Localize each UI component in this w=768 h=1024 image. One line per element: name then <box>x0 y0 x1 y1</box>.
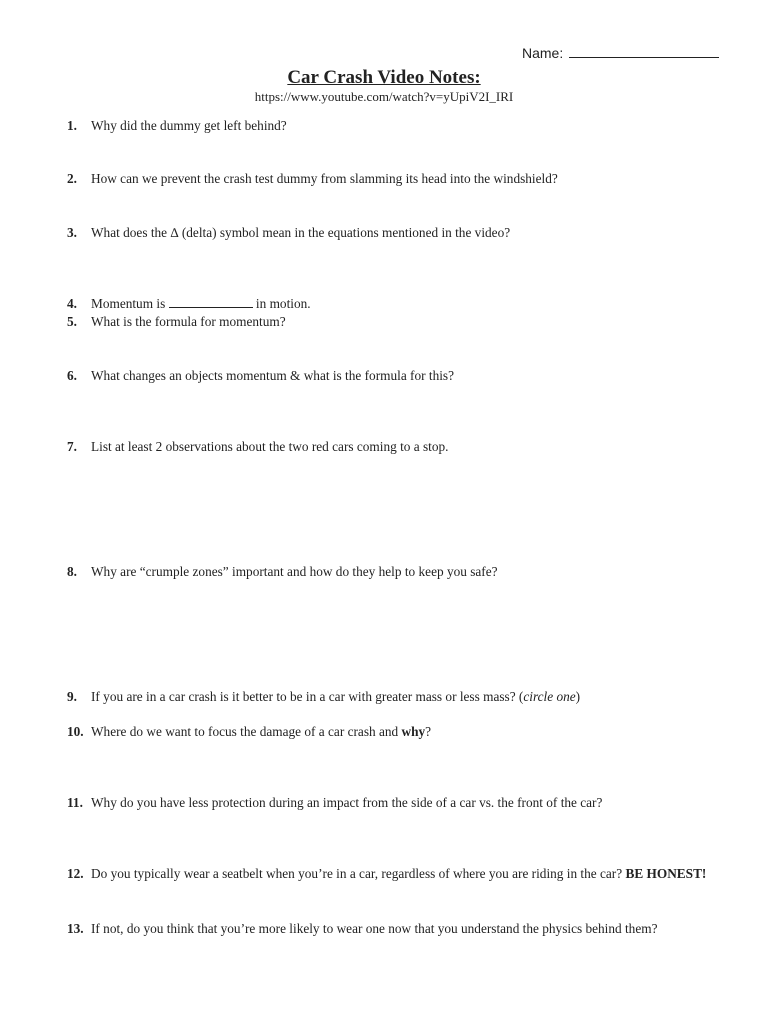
question-number: 3. <box>67 225 77 240</box>
question-text: How can we prevent the crash test dummy from slamming its head into the windshield? <box>91 171 558 186</box>
question-number: 5. <box>67 314 77 329</box>
question-text: If you are in a car crash is it better to be in a car with greater mass or less mass? ( <box>91 689 524 704</box>
video-url[interactable]: https://www.youtube.com/watch?v=yUpiV2I_IRI <box>254 89 514 104</box>
question-text: Why are “crumple zones” important and how do they help to keep you safe? <box>91 564 498 579</box>
question-text: Where do we want to focus the damage of a car crash and <box>91 724 402 739</box>
question-text: Why did the dummy get left behind? <box>91 118 287 133</box>
question-10 <box>67 723 727 740</box>
fill-in-blank[interactable] <box>169 296 253 308</box>
question-12 <box>67 865 727 882</box>
emphasis-be-honest: BE HONEST! <box>625 866 707 881</box>
question-number: 6. <box>67 368 77 383</box>
question-text-start: Momentum is <box>91 296 166 311</box>
question-text: What does the ∆ (delta) symbol mean in the equations mentioned in the video? <box>91 225 511 240</box>
question-number: 13. <box>67 921 84 936</box>
question-11 <box>67 794 727 811</box>
question-2 <box>67 170 727 187</box>
name-blank-line[interactable] <box>569 45 719 58</box>
question-7 <box>67 438 727 455</box>
question-number: 4. <box>67 296 77 311</box>
question-3 <box>67 224 727 241</box>
question-text-end: ) <box>575 689 581 704</box>
question-text: Do you typically wear a seatbelt when you’re in a car, regardless of where you are riding in the car? <box>91 866 626 881</box>
question-number: 1. <box>67 118 77 133</box>
question-text-end: ? <box>425 724 432 739</box>
question-text: If not, do you think that you’re more likely to wear one now that you understand the physics behind them? <box>91 921 658 936</box>
question-1 <box>67 117 727 134</box>
question-number: 11. <box>67 795 83 810</box>
question-text-end: in motion. <box>255 296 311 311</box>
question-4 <box>67 295 727 312</box>
question-number: 7. <box>67 439 77 454</box>
question-text: What changes an objects momentum & what is the formula for this? <box>91 368 454 383</box>
name-label: Name: <box>522 45 564 61</box>
question-5 <box>67 313 727 330</box>
question-number: 8. <box>67 564 77 579</box>
question-number: 9. <box>67 689 77 704</box>
question-8 <box>67 563 727 580</box>
question-number: 12. <box>67 866 84 881</box>
emphasis-why: why <box>401 724 426 739</box>
worksheet-title: Car Crash Video Notes: <box>287 67 481 88</box>
question-text: Why do you have less protection during an impact from the side of a car vs. the front of the car? <box>91 795 603 810</box>
name-field[interactable] <box>522 45 719 61</box>
question-text: List at least 2 observations about the two red cars coming to a stop. <box>91 439 449 454</box>
question-number: 2. <box>67 171 77 186</box>
question-9 <box>67 688 727 705</box>
question-6 <box>67 367 727 384</box>
question-number: 10. <box>67 724 84 739</box>
question-13 <box>67 920 727 937</box>
circle-one-instruction: circle one <box>523 689 576 704</box>
question-text: What is the formula for momentum? <box>91 314 286 329</box>
